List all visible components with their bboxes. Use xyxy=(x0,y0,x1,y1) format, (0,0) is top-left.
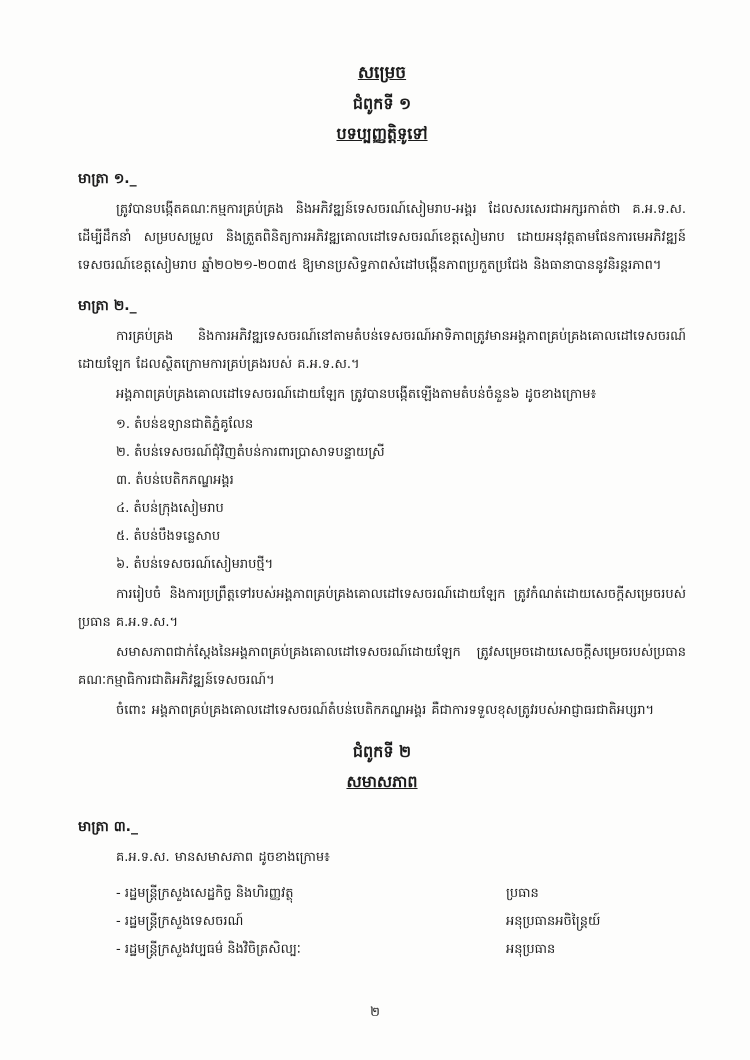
member-role: អនុប្រធានអចិន្ត្រៃយ៍ xyxy=(506,914,601,929)
chapter-2-title: សមាសភាព xyxy=(346,772,418,791)
member-row xyxy=(116,880,686,908)
article-2-paragraph-2: អង្គភាពគ្រប់គ្រងគោលដៅទេសចរណ៍ដោយឡែក ត្រូវបានបង្កើតឡើងតាមតំបន់ចំនួន៦ ដូចខាងក្រោម៖ xyxy=(116,387,597,402)
article-2-heading: មាត្រា ២._ xyxy=(78,298,137,314)
article-3-intro: គ.អ.ទ.ស. មានសមាសភាព ដូចខាងក្រោម៖ xyxy=(116,850,330,865)
page-number: ២ xyxy=(370,1005,380,1020)
article-1-heading: មាត្រា ១._ xyxy=(78,171,137,187)
article-1 xyxy=(78,169,686,280)
article-2-paragraph-4: សមាសភាពជាក់ស្តែងនៃអង្គភាពគ្រប់គ្រងគោលដៅទេសចរណ៍ដោយឡែក ត្រូវសម្រេចដោយសេចក្តីសម្រេចរបស់ប្រធានគណៈកម្មាធិការជាតិអភិវឌ្ឍន៍ទេសចរណ៍។ xyxy=(78,645,686,688)
article-2-paragraph-5: ចំពោះ អង្គភាពគ្រប់គ្រងគោលដៅទេសចរណ៍តំបន់បេតិកភណ្ឌអង្គរ គឺជាការទទួលខុសត្រូវរបស់អាជ្ញាធរជាតិអប្សរា។ xyxy=(116,703,655,718)
zone-item: ៦. តំបន់ទេសចរណ៍សៀមរាបថ្មី។ xyxy=(116,557,274,572)
member-row xyxy=(116,936,686,964)
spacer xyxy=(78,727,686,741)
zone-item: ១. តំបន់ឧទ្យានជាតិភ្នំគូលែន xyxy=(116,417,254,432)
zone-item: ៤. តំបន់ក្រុងសៀមរាប xyxy=(116,501,224,516)
zone-item: ២. តំបន់ទេសចរណ៍ជុំវិញតំបន់ការពារប្រាសាទបន្ទាយស្រី xyxy=(116,445,385,460)
member-name: - រដ្ឋមន្ត្រីក្រសួងសេដ្ឋកិច្ច និងហិរញ្ញវត្ថុ xyxy=(116,886,294,901)
zone-list xyxy=(116,411,686,579)
spacer xyxy=(78,282,686,296)
member-name: - រដ្ឋមន្ត្រីក្រសួងទេសចរណ៍ xyxy=(116,914,244,929)
decision-title: សម្រេច xyxy=(357,63,407,83)
article-2-paragraph-3: ការរៀបចំ និងការប្រព្រឹត្តទៅរបស់អង្គភាពគ្រប់គ្រងគោលដៅទេសចរណ៍ដោយឡែក ត្រូវកំណត់ដោយសេចក្តីសម្រេចរបស់ប្រធាន គ.អ.ទ.ស.។ xyxy=(78,587,686,630)
article-2-paragraph-1: ការគ្រប់គ្រង និងការអភិវឌ្ឍទេសចរណ៍នៅតាមតំបន់ទេសចរណ៍អាទិភាពត្រូវមានអង្គភាពគ្រប់គ្រងគោលដៅទេសចរណ៍ដោយឡែក ដែលស្ថិតក្រោមការគ្រប់គ្រងរបស់ គ.អ.ទ.ស.។ xyxy=(78,329,686,372)
article-2 xyxy=(78,296,686,725)
zone-item: ៥. តំបន់បឹងទន្លេសាប xyxy=(116,529,221,544)
article-3-heading: មាត្រា ៣._ xyxy=(78,819,138,835)
member-row xyxy=(116,908,686,936)
member-role: ប្រធាន xyxy=(506,886,539,901)
chapter-1-title: បទប្បញ្ញត្តិទូទៅ xyxy=(336,124,428,143)
article-1-paragraph: ត្រូវបានបង្កើតគណៈកម្មការគ្រប់គ្រង និងអភិវឌ្ឍន៍ទេសចរណ៍សៀមរាប-អង្គរ ដែលសរសេរជាអក្សរកាត់ថា គ.អ.ទ.ស. ដើម្បីដឹកនាំ សម្របសម្រួល និងត្រួតពិនិត្យការអភិវឌ្ឍគោលដៅទេសចរណ៍ខេត្តសៀមរាប ដោយអនុវត្តតាមផែនការមេអភិវឌ្ឍន៍ទេសចរណ៍ខេត្តសៀមរាប ឆ្នាំ២០២១-២០៣៥ ឱ្យមានប្រសិទ្ធភាពសំដៅបង្កើនភាពប្រកួតប្រជែង និងធានាបាននូវនិរន្តរភាព។ xyxy=(78,202,686,273)
member-list xyxy=(116,880,686,964)
member-name: - រដ្ឋមន្ត្រីក្រសួងវប្បធម៌ និងវិចិត្រសិល្បៈ xyxy=(116,942,301,957)
zone-item: ៣. តំបន់បេតិកភណ្ឌអង្គរ xyxy=(116,473,234,488)
chapter-1-number: ជំពូកទី ១ xyxy=(352,94,412,113)
member-role: អនុប្រធាន xyxy=(506,942,556,957)
chapter-2-number: ជំពូកទី ២ xyxy=(352,742,412,761)
article-3 xyxy=(78,817,686,964)
